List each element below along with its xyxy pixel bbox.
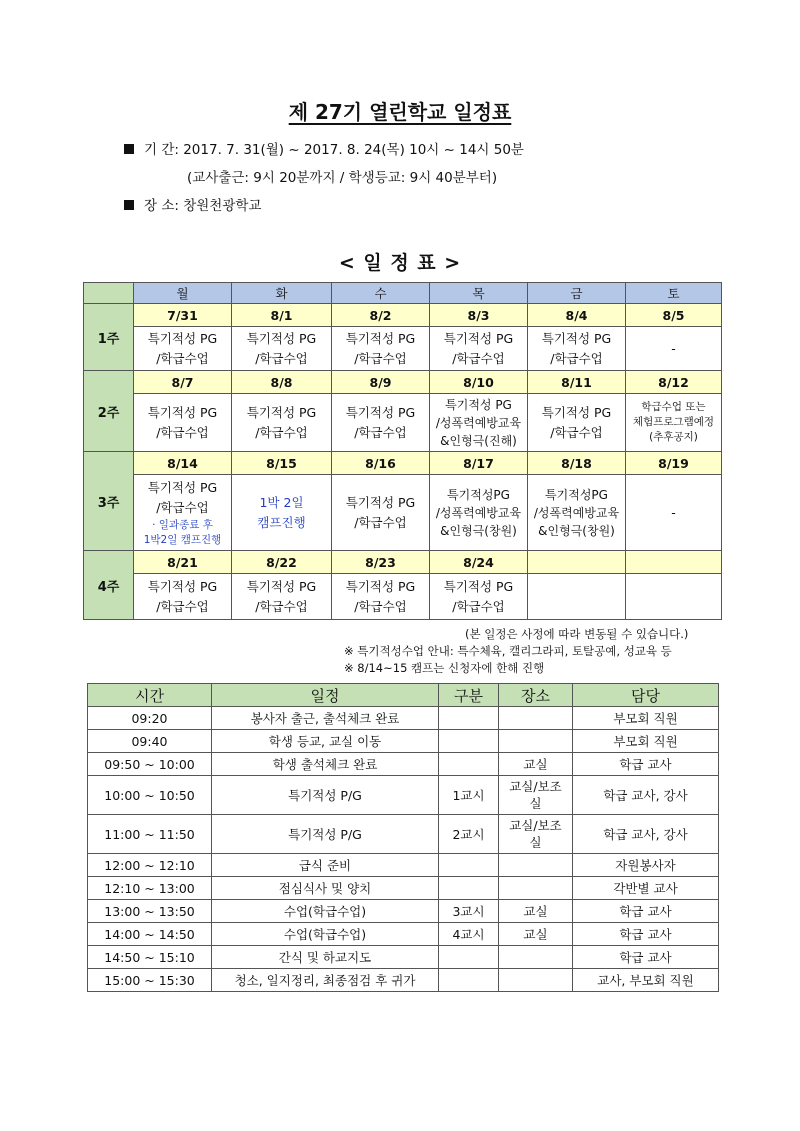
week-label: 4주 xyxy=(84,551,134,620)
activity-line: 특기적성 PG xyxy=(445,397,512,412)
activity-cell xyxy=(626,327,722,371)
day-header: 월 xyxy=(134,283,232,304)
timetable-cell: 1교시 xyxy=(439,776,499,815)
activity-line: 체험프로그램예정 xyxy=(632,416,715,428)
date-cell: 8/3 xyxy=(430,304,528,327)
timetable-cell xyxy=(439,969,499,992)
timetable-row xyxy=(88,900,719,923)
timetable-cell: 09:40 xyxy=(88,730,212,753)
timetable-cell: 부모회 직원 xyxy=(573,730,719,753)
activity-line: 특기적성 PG xyxy=(345,330,416,346)
activity-line: /학급수업 xyxy=(452,350,505,366)
timetable-cell: 학급 교사 xyxy=(573,923,719,946)
timetable-cell: 부모회 직원 xyxy=(573,707,719,730)
date-cell: 8/19 xyxy=(626,452,722,475)
timetable-row xyxy=(88,776,719,815)
date-cell: 8/17 xyxy=(430,452,528,475)
date-cell: 8/10 xyxy=(430,371,528,394)
activity-line: 특기적성 PG xyxy=(541,404,612,420)
timetable-cell xyxy=(439,877,499,900)
timetable-cell: 교실 xyxy=(499,753,573,776)
timetable-cell: 14:00 ~ 14:50 xyxy=(88,923,212,946)
note-special-classes: ※ 특기적성수업 안내: 특수체육, 캘리그라피, 토탈공예, 성교육 등 xyxy=(344,644,672,658)
activity-line: /학급수업 xyxy=(255,598,308,614)
timetable-header: 구분 xyxy=(439,684,499,707)
activity-line: 특기적성 PG xyxy=(345,578,416,594)
activity-line: /성폭력예방교육 xyxy=(435,505,522,520)
day-header: 화 xyxy=(232,283,332,304)
info-place: 장 소: 창원천광학교 xyxy=(124,194,261,214)
date-cell: 8/5 xyxy=(626,304,722,327)
activity-cell xyxy=(232,574,332,620)
timetable-row xyxy=(88,923,719,946)
activity-cell xyxy=(332,475,430,551)
document-title: 제 27기 열린학교 일정표 xyxy=(288,100,512,124)
activity-line: /학급수업 xyxy=(354,598,407,614)
timetable-cell: 봉사자 출근, 출석체크 완료 xyxy=(212,707,439,730)
activity-line: /학급수업 xyxy=(452,598,505,614)
timetable-cell: 수업(학급수업) xyxy=(212,923,439,946)
activity-line: /학급수업 xyxy=(156,350,209,366)
timetable-cell xyxy=(439,753,499,776)
timetable-row xyxy=(88,730,719,753)
timetable-cell: 학급 교사 xyxy=(573,900,719,923)
timetable-row xyxy=(88,946,719,969)
timetable-cell: 자원봉사자 xyxy=(573,854,719,877)
timetable-cell xyxy=(499,730,573,753)
info-period-sub: (교사출근: 9시 20분까지 / 학생등교: 9시 40분부터) xyxy=(187,170,498,186)
activity-line: 특기적성PG xyxy=(447,487,510,502)
activity-cell xyxy=(134,475,232,551)
timetable-cell: 15:00 ~ 15:30 xyxy=(88,969,212,992)
timetable-cell: 급식 준비 xyxy=(212,854,439,877)
timetable-cell: 09:20 xyxy=(88,707,212,730)
activity-line: /성폭력예방교육 xyxy=(435,415,522,430)
timetable-cell: 특기적성 P/G xyxy=(212,776,439,815)
date-cell: 8/22 xyxy=(232,551,332,574)
timetable-cell: 교실 xyxy=(499,900,573,923)
activity-line: /학급수업 xyxy=(354,350,407,366)
timetable-cell: 교실/보조실 xyxy=(499,776,573,815)
timetable-cell: 12:00 ~ 12:10 xyxy=(88,854,212,877)
timetable-cell: 12:10 ~ 13:00 xyxy=(88,877,212,900)
activity-cell xyxy=(430,574,528,620)
date-cell: 8/9 xyxy=(332,371,430,394)
activity-cell xyxy=(134,327,232,371)
timetable-cell xyxy=(499,707,573,730)
activity-line: /학급수업 xyxy=(550,350,603,366)
activity-cell xyxy=(528,394,626,452)
timetable-cell: 점심식사 및 양치 xyxy=(212,877,439,900)
activity-cell xyxy=(332,394,430,452)
activity-cell xyxy=(430,394,528,452)
timetable-cell xyxy=(439,854,499,877)
activity-cell xyxy=(332,327,430,371)
timetable-cell: 학급 교사 xyxy=(573,753,719,776)
date-cell: 8/4 xyxy=(528,304,626,327)
activity-cell xyxy=(528,327,626,371)
timetable-cell: 학급 교사 xyxy=(573,946,719,969)
activity-line: 1박2일 캠프진행 xyxy=(143,533,222,546)
activity-line: /학급수업 xyxy=(156,598,209,614)
date-cell: 8/7 xyxy=(134,371,232,394)
activity-cell xyxy=(232,327,332,371)
timetable-row xyxy=(88,877,719,900)
activity-line: (추후공지) xyxy=(649,431,698,443)
timetable-cell xyxy=(439,707,499,730)
day-header: 목 xyxy=(430,283,528,304)
activity-line: 특기적성 PG xyxy=(443,578,514,594)
timetable-header: 시간 xyxy=(88,684,212,707)
activity-line: /학급수업 xyxy=(354,424,407,440)
date-cell: 8/15 xyxy=(232,452,332,475)
activity-line: &인형극(창원) xyxy=(440,523,517,538)
activity-line: 특기적성 PG xyxy=(147,404,218,420)
timetable-cell: 11:00 ~ 11:50 xyxy=(88,815,212,854)
calendar-corner xyxy=(84,283,134,304)
square-bullet-icon xyxy=(124,200,134,210)
timetable-cell xyxy=(439,730,499,753)
info-period: 기 간: 2017. 7. 31(월) ~ 2017. 8. 24(목) 10시 ~ 14시 50분 xyxy=(124,138,524,158)
activity-cell xyxy=(430,475,528,551)
timetable-header: 일정 xyxy=(212,684,439,707)
timetable-header: 담당 xyxy=(573,684,719,707)
date-cell xyxy=(528,551,626,574)
activity-cell xyxy=(232,394,332,452)
activity-cell xyxy=(626,574,722,620)
activity-cell xyxy=(232,475,332,551)
activity-line: 특기적성 PG xyxy=(147,479,218,495)
timetable-cell: 간식 및 하교지도 xyxy=(212,946,439,969)
activity-line: 특기적성 PG xyxy=(246,578,317,594)
timetable-cell xyxy=(499,877,573,900)
timetable-cell: 14:50 ~ 15:10 xyxy=(88,946,212,969)
date-cell: 8/1 xyxy=(232,304,332,327)
schedule-title: < 일 정 표 > xyxy=(338,252,462,274)
activity-line: - xyxy=(671,340,676,356)
timetable-cell: 학생 출석체크 완료 xyxy=(212,753,439,776)
activity-line: 학급수업 또는 xyxy=(641,401,706,413)
activity-line: 특기적성 PG xyxy=(345,404,416,420)
timetable-row xyxy=(88,753,719,776)
activity-line: &인형극(진해) xyxy=(440,433,517,448)
timetable-row xyxy=(88,969,719,992)
square-bullet-icon xyxy=(124,144,134,154)
activity-line: 특기적성PG xyxy=(545,487,608,502)
date-cell: 8/16 xyxy=(332,452,430,475)
activity-line: /학급수업 xyxy=(156,424,209,440)
activity-line: 특기적성 PG xyxy=(246,404,317,420)
day-header: 토 xyxy=(626,283,722,304)
activity-cell xyxy=(528,574,626,620)
day-header: 금 xyxy=(528,283,626,304)
activity-line: 특기적성 PG xyxy=(246,330,317,346)
activity-line: · 일과종료 후 xyxy=(152,518,213,531)
activity-line: /학급수업 xyxy=(354,514,407,530)
timetable-cell xyxy=(439,946,499,969)
note-camp: ※ 8/14~15 캠프는 신청자에 한해 진행 xyxy=(344,661,545,675)
timetable-cell: 09:50 ~ 10:00 xyxy=(88,753,212,776)
date-cell: 8/2 xyxy=(332,304,430,327)
timetable-cell: 3교시 xyxy=(439,900,499,923)
timetable xyxy=(87,683,719,992)
timetable-row xyxy=(88,707,719,730)
activity-line: 특기적성 PG xyxy=(345,494,416,510)
date-cell: 8/23 xyxy=(332,551,430,574)
timetable-cell: 13:00 ~ 13:50 xyxy=(88,900,212,923)
timetable-cell xyxy=(499,969,573,992)
activity-line: /학급수업 xyxy=(255,350,308,366)
date-cell: 8/18 xyxy=(528,452,626,475)
timetable-cell: 각반별 교사 xyxy=(573,877,719,900)
note-change: (본 일정은 사정에 따라 변동될 수 있습니다.) xyxy=(465,627,689,641)
activity-line: /학급수업 xyxy=(550,424,603,440)
date-cell: 7/31 xyxy=(134,304,232,327)
timetable-row xyxy=(88,815,719,854)
activity-line: 특기적성 PG xyxy=(443,330,514,346)
activity-line: 캠프진행 xyxy=(257,514,306,530)
timetable-cell: 청소, 일지정리, 최종점검 후 귀가 xyxy=(212,969,439,992)
date-cell xyxy=(626,551,722,574)
activity-line: 1박 2일 xyxy=(259,494,304,510)
timetable-cell: 2교시 xyxy=(439,815,499,854)
activity-line: 특기적성 PG xyxy=(147,578,218,594)
activity-line: /학급수업 xyxy=(255,424,308,440)
timetable-cell: 교실 xyxy=(499,923,573,946)
activity-cell xyxy=(134,574,232,620)
activity-cell xyxy=(626,475,722,551)
timetable-cell: 학생 등교, 교실 이동 xyxy=(212,730,439,753)
activity-line: - xyxy=(671,504,676,520)
week-label: 3주 xyxy=(84,452,134,551)
timetable-cell: 수업(학급수업) xyxy=(212,900,439,923)
timetable-cell: 4교시 xyxy=(439,923,499,946)
date-cell: 8/11 xyxy=(528,371,626,394)
activity-cell xyxy=(332,574,430,620)
activity-line: /성폭력예방교육 xyxy=(533,505,620,520)
timetable-cell: 교실/보조실 xyxy=(499,815,573,854)
timetable-cell: 10:00 ~ 10:50 xyxy=(88,776,212,815)
activity-cell xyxy=(626,394,722,452)
activity-line: 특기적성 PG xyxy=(147,330,218,346)
timetable-cell xyxy=(499,946,573,969)
date-cell: 8/24 xyxy=(430,551,528,574)
timetable-cell: 학급 교사, 강사 xyxy=(573,776,719,815)
date-cell: 8/14 xyxy=(134,452,232,475)
activity-cell xyxy=(134,394,232,452)
timetable-row xyxy=(88,854,719,877)
activity-line: &인형극(창원) xyxy=(538,523,615,538)
timetable-cell xyxy=(499,854,573,877)
activity-cell xyxy=(430,327,528,371)
timetable-cell: 학급 교사, 강사 xyxy=(573,815,719,854)
day-header: 수 xyxy=(332,283,430,304)
timetable-header: 장소 xyxy=(499,684,573,707)
week-label: 2주 xyxy=(84,371,134,452)
activity-line: 특기적성 PG xyxy=(541,330,612,346)
activity-line: /학급수업 xyxy=(156,499,209,515)
activity-cell xyxy=(528,475,626,551)
date-cell: 8/12 xyxy=(626,371,722,394)
date-cell: 8/21 xyxy=(134,551,232,574)
date-cell: 8/8 xyxy=(232,371,332,394)
timetable-cell: 교사, 부모회 직원 xyxy=(573,969,719,992)
week-label: 1주 xyxy=(84,304,134,371)
calendar-table xyxy=(83,282,722,620)
timetable-cell: 특기적성 P/G xyxy=(212,815,439,854)
